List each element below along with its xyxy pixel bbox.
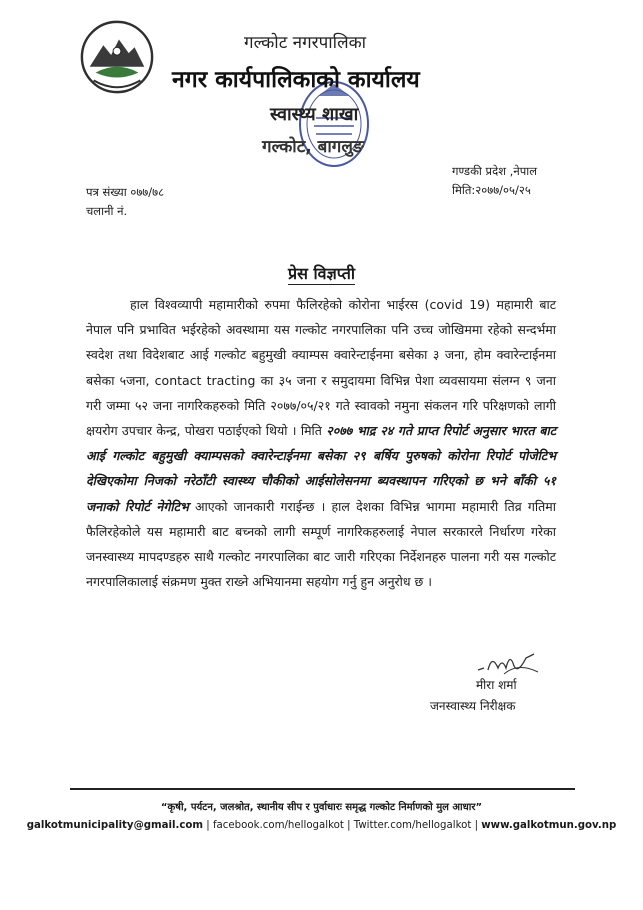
letter-date: मिति:२०७७/०५/२५ [452, 183, 531, 197]
body-text-part2: आएको जानकारी गराईन्छ । हाल देशका विभिन्न भागमा महामारी तिव्र गतिमा फैलिरहेकोले यस महामारी बाट बच्नको लागी सम्पूर्ण नागरिकहरुलाई नेपाल सरकारले निर्धारण गरेका जनस्वास्थ्य मापदण्डहरु साथै गल्कोट नगरपालिका बाट जारी गरिएका निर्देशनहरु पालना गरी यस गल्कोट नगरपालिकालाई संक्रमण मुक्त राख्ने अभियानमा सहयोग गर्नु हुन अनुरोध छ । [86, 498, 557, 590]
section-name: स्वास्थ्य शाखा [270, 104, 359, 125]
press-release-title [0, 262, 643, 284]
footer-twitter[interactable]: Twitter.com/hellogalkot [353, 820, 472, 831]
letter-number: पत्र संख्या ०७७/७८ [86, 185, 165, 199]
handwritten-signature [474, 648, 544, 678]
footer-facebook[interactable]: facebook.com/hellogalkot [212, 820, 344, 831]
body-paragraph [86, 292, 556, 594]
dispatch-number: चलानी नं. [86, 204, 128, 218]
body-text-part1: हाल विश्वव्यापी महामारीको रुपमा फैलिरहेको कोरोना भाईरस (covid 19) महामारी बाट नेपाल पनि प्रभावित भईरहेको अवस्थामा यस गल्कोट नगरपालिका पनि उच्च जोखिममा रहेको सन्दर्भमा स्वदेश तथा विदेशबाट आई गल्कोट बहुमुखी क्याम्पस क्वारेन्टाईनमा बसेका ३ जना, होम क्वारेन्टाईनमा बसेका ५जना, contact tracting का ३५ जना र समुदायमा विभिन्न पेशा व्यवसायमा संलग्न ९ जना गरी जम्मा ५२ जना नागरिकहरुको मिति २०७७/०५/२१ गते स्वावको नमुना संकलन गरि परिक्षणको लागी क्षयरोग उपचार केन्द्र, पोखरा पठाईएको थियो । मिति [86, 297, 556, 439]
footer-separator: | [471, 820, 482, 831]
press-release-body [86, 292, 556, 594]
footer-separator: | [203, 820, 213, 831]
signatory-designation: जनस्वास्थ्य निरीक्षक [430, 699, 516, 713]
government-emblem-logo [78, 18, 156, 96]
footer-motto: “कृषी, पर्यटन, जलश्रोत, स्थानीय सीप र पुर्वाधारः समृद्ध गल्कोट निर्माणको मुल आधार” [160, 802, 483, 813]
footer-separator: | [343, 820, 354, 831]
footer-website[interactable]: www.galkotmun.gov.np [481, 820, 617, 831]
office-name: नगर कार्यपालिकाको कार्यालय [172, 67, 420, 93]
press-release-title-text: प्रेस विज्ञप्ती [288, 264, 355, 283]
body-text-highlight: २०७७ भाद्र २४ गते प्राप्त रिपोर्ट अनुसार भारत बाट आई गल्कोट बहुमुखी क्याम्पसको क्वारेन्टाईनमा बसेका २९ बर्षिय पुरुषको कोरोना रिपोर्ट पोजेटिभ देखिएकोमा निजको नरेठाँटी स्वास्थ्य चौकीको आईसोलेसनमा ब्यवस्थापन गरिएको छ भने बाँकी ५१ जनाको रिपोर्ट नेगेटिभ [86, 423, 556, 514]
municipality-name: गल्कोट नगरपालिका [244, 33, 367, 53]
province-text: गण्डकी प्रदेश ,नेपाल [452, 164, 538, 178]
footer-contacts [0, 820, 643, 831]
office-location: गल्कोट, बागलुङ [262, 137, 364, 157]
footer-email[interactable]: galkotmunicipality@gmail.com [26, 820, 204, 831]
footer-divider [70, 788, 575, 790]
signatory-name: मीरा शर्मा [476, 678, 517, 692]
